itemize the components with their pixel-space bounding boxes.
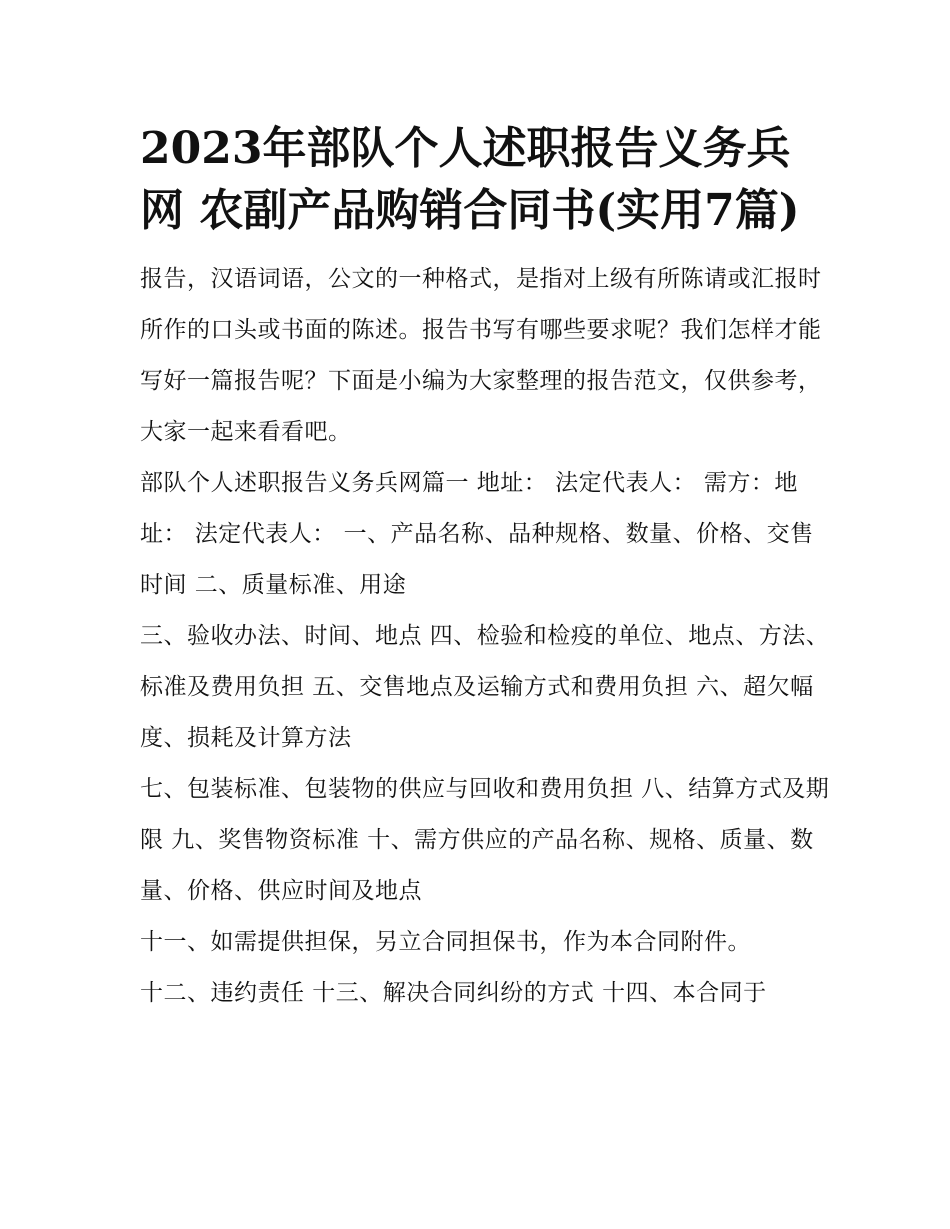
contract-clause-11-paragraph: 十一、如需提供担保，另立合同担保书，作为本合同附件。: [140, 929, 751, 955]
contract-clauses-7-10-paragraph: 七、包装标准、包装物的供应与回收和费用负担 八、结算方式及期限 九、奖售物资标准 十、需方供应的产品名称、规格、质量、数量、价格、供应时间及地点: [140, 776, 830, 904]
contract-clauses-12-14-paragraph: 十二、违约责任 十三、解决合同纠纷的方式 十四、本合同于: [140, 980, 767, 1006]
document-title: 2023年部队个人述职报告义务兵网 农副产品购销合同书(实用7篇): [140, 123, 800, 236]
intro-paragraph: 报告，汉语词语，公文的一种格式，是指对上级有所陈请或汇报时所作的口头或书面的陈述。报告书写有哪些要求呢？我们怎样才能写好一篇报告呢？下面是小编为大家整理的报告范文，仅供参考，大家一起来看看吧。: [140, 266, 822, 445]
contract-parties-paragraph: 部队个人述职报告义务兵网篇一 地址： 法定代表人： 需方：地址： 法定代表人： 一、产品名称、品种规格、数量、价格、交售时间 二、质量标准、用途: [140, 470, 814, 598]
contract-clauses-3-6-paragraph: 三、验收办法、时间、地点 四、检验和检疫的单位、地点、方法、标准及费用负担 五、交售地点及运输方式和费用负担 六、超欠幅度、损耗及计算方法: [140, 623, 830, 751]
document-page: [140, 118, 830, 1019]
